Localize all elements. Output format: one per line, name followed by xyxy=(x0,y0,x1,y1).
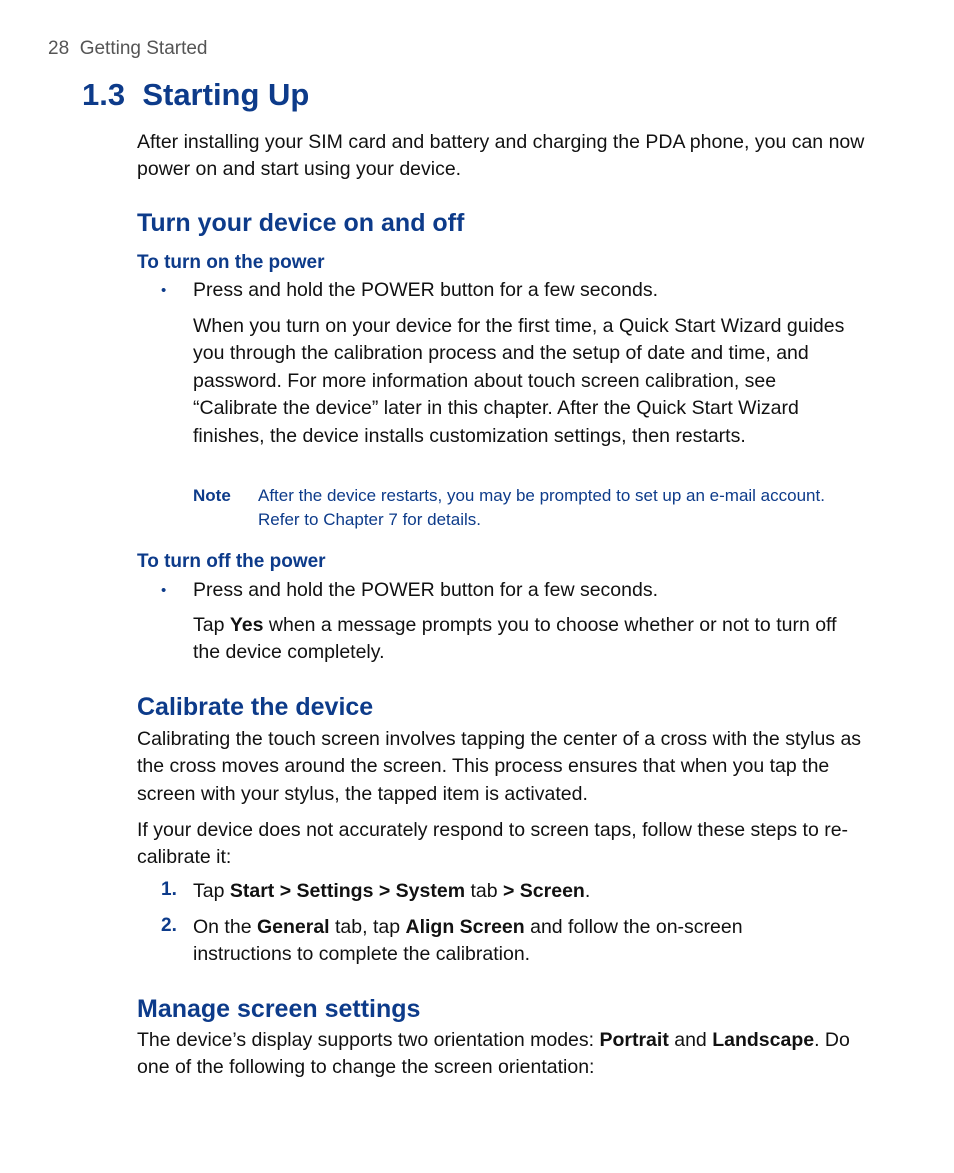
manage-text-1: The device’s display supports two orientation modes: xyxy=(137,1029,600,1051)
portrait-label: Portrait xyxy=(599,1029,669,1051)
turn-off-step: Press and hold the POWER button for a few seconds. xyxy=(193,579,658,601)
subheading-turn-on: To turn on the power xyxy=(137,252,325,273)
header-section: Getting Started xyxy=(79,38,208,59)
step1-text-1: Tap xyxy=(193,880,230,902)
step1-text-2: tab xyxy=(465,880,503,902)
section-heading-manage: Manage screen settings xyxy=(137,995,421,1023)
step1-bold-1: Start > Settings > System xyxy=(229,880,466,902)
manage-text-3: . Do one of the following to change the screen orientation: xyxy=(137,1029,850,1079)
step1-text-3: . xyxy=(584,880,591,902)
yes-label: Yes xyxy=(229,614,264,636)
calibrate-step-1 xyxy=(193,878,873,905)
turn-off-detail-pre: Tap xyxy=(193,614,230,636)
calibrate-paragraph-1: Calibrating the touch screen involves tapping the center of a cross with the stylus as the cross moves around the screen. This process ensures that when you tap the screen with your stylus, the tapped item is activated. xyxy=(137,728,862,805)
step1-bold-2: > Screen xyxy=(502,880,585,902)
page-number: 28 xyxy=(48,38,70,59)
note-text: After the device restarts, you may be prompted to set up an e-mail account. Refer to Chapter 7 for details. xyxy=(258,486,825,529)
step2-text-1: On the xyxy=(193,916,257,938)
step-number: 1. xyxy=(161,879,177,900)
landscape-label: Landscape xyxy=(712,1029,815,1051)
step2-bold-1: General xyxy=(256,916,330,938)
manage-paragraph xyxy=(137,1027,867,1082)
step-number: 2. xyxy=(161,915,177,936)
turn-off-detail-post: when a message prompts you to choose whether or not to turn off the device completely. xyxy=(193,614,837,664)
calibrate-step-2 xyxy=(193,914,833,969)
step2-text-2: tab, tap xyxy=(329,916,406,938)
bullet-icon: • xyxy=(161,282,167,299)
section-heading-turn-on-off: Turn your device on and off xyxy=(137,209,465,237)
manage-text-2: and xyxy=(668,1029,713,1051)
intro-paragraph: After installing your SIM card and battery and charging the PDA phone, you can now power on and start using your device. xyxy=(137,131,865,181)
turn-on-detail: When you turn on your device for the first time, a Quick Start Wizard guides you through the calibration process and the setup of date and time, and password. For more information about touch screen calibration, see “Calibrate the device” later in this chapter. After the Quick Start Wizard finishes, the device installs customization settings, then restarts. xyxy=(193,315,845,447)
step2-text-3: and follow the on-screen instructions to complete the calibration. xyxy=(193,916,743,966)
turn-on-step: Press and hold the POWER button for a few seconds. xyxy=(193,279,658,301)
note-label: Note xyxy=(193,486,231,505)
subheading-turn-off: To turn off the power xyxy=(137,551,326,572)
calibrate-paragraph-2: If your device does not accurately respond to screen taps, follow these steps to re-calibrate it: xyxy=(137,819,849,869)
step2-bold-2: Align Screen xyxy=(405,916,525,938)
bullet-icon: • xyxy=(161,582,167,599)
section-heading-calibrate: Calibrate the device xyxy=(137,693,374,721)
turn-off-detail xyxy=(193,612,861,667)
page-header xyxy=(48,38,208,60)
page-title: 1.3 Starting Up xyxy=(82,77,310,112)
